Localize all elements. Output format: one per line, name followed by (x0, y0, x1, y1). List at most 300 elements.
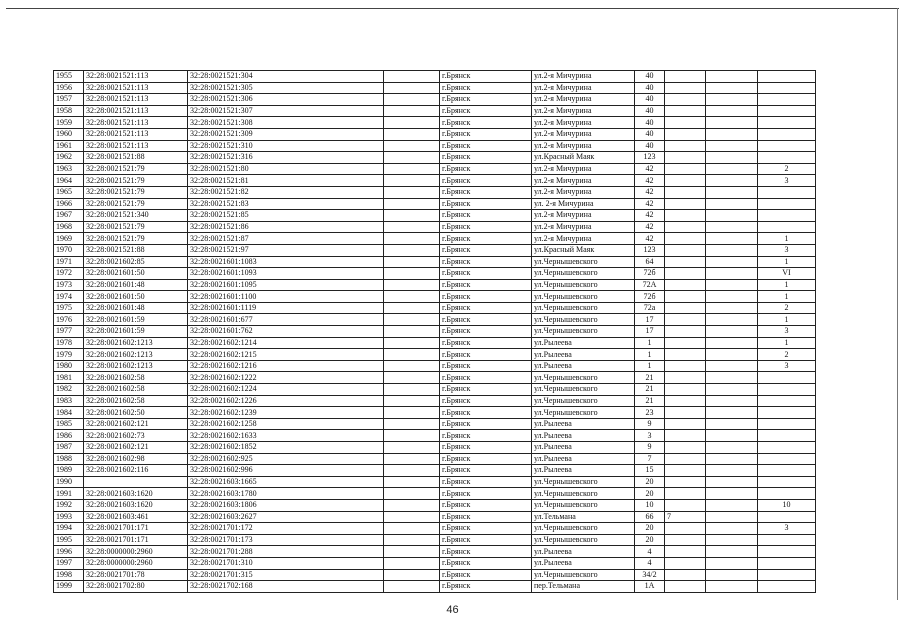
object-cadastral-number-cell: 32:28:0021701:173 (188, 534, 384, 546)
cadastral-number-cell: 32:28:0021602:50 (84, 407, 188, 419)
cadastral-number-cell: 32:28:0000000:2960 (84, 557, 188, 569)
empty-cell (706, 326, 758, 338)
empty-cell (384, 175, 440, 187)
empty-cell (706, 488, 758, 500)
empty-cell (384, 534, 440, 546)
row-number-cell: 1994 (54, 523, 84, 535)
city-cell: г.Брянск (440, 418, 532, 430)
table-row (54, 94, 816, 106)
street-cell: ул.Чернышевского (532, 256, 635, 268)
table-row (54, 418, 816, 430)
street-cell: ул.Рылеева (532, 557, 635, 569)
apartment-cell: 2 (758, 302, 816, 314)
object-cadastral-number-cell: 32:28:0021603:1780 (188, 488, 384, 500)
empty-cell (706, 546, 758, 558)
empty-cell (706, 244, 758, 256)
empty-cell (384, 488, 440, 500)
building-number-cell: 40 (635, 82, 665, 94)
street-cell: ул.2-я Мичурина (532, 233, 635, 245)
apartment-cell (758, 488, 816, 500)
empty-cell (384, 186, 440, 198)
extra-cell (665, 221, 706, 233)
street-cell: ул.Чернышевского (532, 279, 635, 291)
empty-cell (706, 442, 758, 454)
empty-cell (706, 581, 758, 593)
city-cell: г.Брянск (440, 499, 532, 511)
object-cadastral-number-cell: 32:28:0021521:81 (188, 175, 384, 187)
apartment-cell (758, 581, 816, 593)
empty-cell (706, 175, 758, 187)
street-cell: ул.Чернышевского (532, 523, 635, 535)
extra-cell (665, 82, 706, 94)
extra-cell (665, 349, 706, 361)
city-cell: г.Брянск (440, 314, 532, 326)
street-cell: ул.Рылеева (532, 430, 635, 442)
row-number-cell: 1988 (54, 453, 84, 465)
row-number-cell: 1998 (54, 569, 84, 581)
empty-cell (384, 233, 440, 245)
street-cell: ул.Рылеева (532, 337, 635, 349)
apartment-cell: 10 (758, 499, 816, 511)
object-cadastral-number-cell: 32:28:0021521:85 (188, 210, 384, 222)
apartment-cell (758, 534, 816, 546)
row-number-cell: 1960 (54, 128, 84, 140)
empty-cell (384, 163, 440, 175)
building-number-cell: 10 (635, 499, 665, 511)
empty-cell (384, 360, 440, 372)
cadastral-number-cell: 32:28:0021701:171 (84, 523, 188, 535)
object-cadastral-number-cell: 32:28:0021602:996 (188, 465, 384, 477)
street-cell: ул.Рылеева (532, 453, 635, 465)
street-cell: ул.2-я Мичурина (532, 117, 635, 129)
city-cell: г.Брянск (440, 291, 532, 303)
empty-cell (384, 337, 440, 349)
street-cell: ул.Чернышевского (532, 569, 635, 581)
building-number-cell: 21 (635, 395, 665, 407)
table-row (54, 279, 816, 291)
cadastral-number-cell: 32:28:0021521:88 (84, 152, 188, 164)
building-number-cell: 42 (635, 221, 665, 233)
building-number-cell: 9 (635, 442, 665, 454)
row-number-cell: 1980 (54, 360, 84, 372)
row-number-cell: 1966 (54, 198, 84, 210)
row-number-cell: 1969 (54, 233, 84, 245)
empty-cell (384, 476, 440, 488)
table-row (54, 140, 816, 152)
table-row (54, 210, 816, 222)
table-row (54, 569, 816, 581)
apartment-cell: 3 (758, 244, 816, 256)
empty-cell (706, 523, 758, 535)
extra-cell (665, 128, 706, 140)
object-cadastral-number-cell: 32:28:0021521:310 (188, 140, 384, 152)
object-cadastral-number-cell: 32:28:0021521:83 (188, 198, 384, 210)
row-number-cell: 1958 (54, 105, 84, 117)
empty-cell (384, 430, 440, 442)
street-cell: ул.2-я Мичурина (532, 105, 635, 117)
city-cell: г.Брянск (440, 152, 532, 164)
building-number-cell: 20 (635, 476, 665, 488)
empty-cell (384, 384, 440, 396)
cadastral-number-cell: 32:28:0021602:1213 (84, 337, 188, 349)
table-row (54, 442, 816, 454)
row-number-cell: 1996 (54, 546, 84, 558)
empty-cell (384, 569, 440, 581)
row-number-cell: 1955 (54, 71, 84, 83)
extra-cell (665, 233, 706, 245)
empty-cell (706, 140, 758, 152)
building-number-cell: 21 (635, 384, 665, 396)
empty-cell (384, 314, 440, 326)
city-cell: г.Брянск (440, 326, 532, 338)
street-cell: ул.Чернышевского (532, 499, 635, 511)
extra-cell: 7 (665, 511, 706, 523)
empty-cell (706, 430, 758, 442)
cadastral-number-cell: 32:28:0021521:79 (84, 233, 188, 245)
street-cell: ул.2-я Мичурина (532, 163, 635, 175)
extra-cell (665, 71, 706, 83)
cadastral-number-cell: 32:28:0021521:113 (84, 128, 188, 140)
empty-cell (706, 499, 758, 511)
cadastral-number-cell: 32:28:0021601:50 (84, 268, 188, 280)
apartment-cell (758, 221, 816, 233)
table-row (54, 221, 816, 233)
city-cell: г.Брянск (440, 128, 532, 140)
object-cadastral-number-cell: 32:28:0021601:1100 (188, 291, 384, 303)
table-row (54, 337, 816, 349)
city-cell: г.Брянск (440, 581, 532, 593)
empty-cell (384, 152, 440, 164)
building-number-cell: 42 (635, 233, 665, 245)
street-cell: ул.Чернышевского (532, 488, 635, 500)
empty-cell (706, 511, 758, 523)
street-cell: ул. 2-я Мичурина (532, 198, 635, 210)
right-border-line (897, 8, 898, 600)
cadastral-number-cell: 32:28:0021602:121 (84, 442, 188, 454)
empty-cell (384, 244, 440, 256)
apartment-cell (758, 140, 816, 152)
cadastral-number-cell: 32:28:0021602:58 (84, 395, 188, 407)
street-cell: ул.Чернышевского (532, 372, 635, 384)
building-number-cell: 123 (635, 244, 665, 256)
apartment-cell (758, 117, 816, 129)
building-number-cell: 17 (635, 314, 665, 326)
apartment-cell (758, 210, 816, 222)
object-cadastral-number-cell: 32:28:0021602:1224 (188, 384, 384, 396)
empty-cell (706, 279, 758, 291)
extra-cell (665, 430, 706, 442)
empty-cell (384, 465, 440, 477)
cadastral-number-cell (84, 476, 188, 488)
table-row (54, 453, 816, 465)
cadastral-number-cell: 32:28:0021602:98 (84, 453, 188, 465)
extra-cell (665, 268, 706, 280)
city-cell: г.Брянск (440, 186, 532, 198)
table-row (54, 268, 816, 280)
apartment-cell (758, 372, 816, 384)
city-cell: г.Брянск (440, 523, 532, 535)
empty-cell (384, 395, 440, 407)
object-cadastral-number-cell: 32:28:0021602:1216 (188, 360, 384, 372)
apartment-cell: 1 (758, 256, 816, 268)
table-row (54, 360, 816, 372)
street-cell: ул.Чернышевского (532, 291, 635, 303)
city-cell: г.Брянск (440, 395, 532, 407)
empty-cell (384, 117, 440, 129)
empty-cell (384, 523, 440, 535)
cadastral-number-cell: 32:28:0000000:2960 (84, 546, 188, 558)
object-cadastral-number-cell: 32:28:0021521:80 (188, 163, 384, 175)
building-number-cell: 20 (635, 488, 665, 500)
empty-cell (706, 453, 758, 465)
empty-cell (706, 210, 758, 222)
extra-cell (665, 418, 706, 430)
extra-cell (665, 488, 706, 500)
empty-cell (706, 407, 758, 419)
street-cell: ул.2-я Мичурина (532, 186, 635, 198)
building-number-cell: 20 (635, 523, 665, 535)
extra-cell (665, 395, 706, 407)
table-row (54, 395, 816, 407)
extra-cell (665, 534, 706, 546)
empty-cell (384, 268, 440, 280)
extra-cell (665, 407, 706, 419)
apartment-cell (758, 105, 816, 117)
empty-cell (384, 82, 440, 94)
cadastral-number-cell: 32:28:0021601:59 (84, 326, 188, 338)
row-number-cell: 1968 (54, 221, 84, 233)
city-cell: г.Брянск (440, 476, 532, 488)
city-cell: г.Брянск (440, 140, 532, 152)
empty-cell (706, 314, 758, 326)
cadastral-number-cell: 32:28:0021602:1213 (84, 360, 188, 372)
empty-cell (384, 418, 440, 430)
apartment-cell: 3 (758, 175, 816, 187)
object-cadastral-number-cell: 32:28:0021521:87 (188, 233, 384, 245)
cadastral-number-cell: 32:28:0021521:79 (84, 198, 188, 210)
table-row (54, 557, 816, 569)
empty-cell (706, 71, 758, 83)
object-cadastral-number-cell: 32:28:0021601:1083 (188, 256, 384, 268)
row-number-cell: 1982 (54, 384, 84, 396)
empty-cell (706, 302, 758, 314)
row-number-cell: 1957 (54, 94, 84, 106)
object-cadastral-number-cell: 32:28:0021521:309 (188, 128, 384, 140)
table-row (54, 152, 816, 164)
table-row (54, 349, 816, 361)
table-row (54, 488, 816, 500)
street-cell: ул.2-я Мичурина (532, 221, 635, 233)
cadastral-number-cell: 32:28:0021521:113 (84, 117, 188, 129)
table-row (54, 546, 816, 558)
street-cell: ул.Рылеева (532, 360, 635, 372)
empty-cell (706, 117, 758, 129)
empty-cell (384, 546, 440, 558)
building-number-cell: 21 (635, 372, 665, 384)
apartment-cell: 1 (758, 314, 816, 326)
cadastral-number-cell: 32:28:0021602:58 (84, 384, 188, 396)
building-number-cell: 4 (635, 546, 665, 558)
row-number-cell: 1981 (54, 372, 84, 384)
empty-cell (706, 186, 758, 198)
empty-cell (706, 82, 758, 94)
street-cell: ул.2-я Мичурина (532, 140, 635, 152)
empty-cell (384, 279, 440, 291)
table-row (54, 511, 816, 523)
apartment-cell (758, 442, 816, 454)
extra-cell (665, 465, 706, 477)
empty-cell (384, 557, 440, 569)
apartment-cell: 1 (758, 233, 816, 245)
city-cell: г.Брянск (440, 302, 532, 314)
building-number-cell: 15 (635, 465, 665, 477)
building-number-cell: 20 (635, 534, 665, 546)
cadastral-number-cell: 32:28:0021602:73 (84, 430, 188, 442)
empty-cell (384, 302, 440, 314)
extra-cell (665, 175, 706, 187)
street-cell: ул.Красный Маяк (532, 152, 635, 164)
city-cell: г.Брянск (440, 442, 532, 454)
row-number-cell: 1999 (54, 581, 84, 593)
extra-cell (665, 360, 706, 372)
empty-cell (706, 268, 758, 280)
table-row (54, 186, 816, 198)
object-cadastral-number-cell: 32:28:0021602:1226 (188, 395, 384, 407)
empty-cell (706, 465, 758, 477)
object-cadastral-number-cell: 32:28:0021521:316 (188, 152, 384, 164)
apartment-cell (758, 198, 816, 210)
extra-cell (665, 279, 706, 291)
street-cell: ул.Чернышевского (532, 395, 635, 407)
street-cell: ул.2-я Мичурина (532, 128, 635, 140)
city-cell: г.Брянск (440, 360, 532, 372)
object-cadastral-number-cell: 32:28:0021602:1852 (188, 442, 384, 454)
building-number-cell: 42 (635, 186, 665, 198)
cadastral-number-cell: 32:28:0021701:78 (84, 569, 188, 581)
city-cell: г.Брянск (440, 488, 532, 500)
row-number-cell: 1978 (54, 337, 84, 349)
city-cell: г.Брянск (440, 372, 532, 384)
extra-cell (665, 372, 706, 384)
cadastral-number-cell: 32:28:0021521:79 (84, 163, 188, 175)
apartment-cell (758, 71, 816, 83)
table-row (54, 256, 816, 268)
cadastral-number-cell: 32:28:0021521:113 (84, 82, 188, 94)
table-row (54, 163, 816, 175)
street-cell: ул.2-я Мичурина (532, 82, 635, 94)
object-cadastral-number-cell: 32:28:0021601:677 (188, 314, 384, 326)
table-row (54, 581, 816, 593)
table-row (54, 534, 816, 546)
empty-cell (384, 407, 440, 419)
building-number-cell: 3 (635, 430, 665, 442)
building-number-cell: 1 (635, 337, 665, 349)
city-cell: г.Брянск (440, 244, 532, 256)
object-cadastral-number-cell: 32:28:0021601:1119 (188, 302, 384, 314)
object-cadastral-number-cell: 32:28:0021521:304 (188, 71, 384, 83)
empty-cell (706, 221, 758, 233)
table-row (54, 499, 816, 511)
empty-cell (706, 291, 758, 303)
table-row (54, 326, 816, 338)
extra-cell (665, 186, 706, 198)
object-cadastral-number-cell: 32:28:0021603:1665 (188, 476, 384, 488)
building-number-cell: 34/2 (635, 569, 665, 581)
empty-cell (384, 94, 440, 106)
apartment-cell: 3 (758, 523, 816, 535)
city-cell: г.Брянск (440, 198, 532, 210)
object-cadastral-number-cell: 32:28:0021521:97 (188, 244, 384, 256)
city-cell: г.Брянск (440, 349, 532, 361)
empty-cell (706, 337, 758, 349)
apartment-cell: 3 (758, 326, 816, 338)
empty-cell (384, 105, 440, 117)
object-cadastral-number-cell: 32:28:0021521:307 (188, 105, 384, 117)
empty-cell (384, 372, 440, 384)
apartment-cell (758, 557, 816, 569)
apartment-cell (758, 465, 816, 477)
object-cadastral-number-cell: 32:28:0021701:310 (188, 557, 384, 569)
building-number-cell: 72а (635, 302, 665, 314)
street-cell: ул.Красный Маяк (532, 244, 635, 256)
row-number-cell: 1987 (54, 442, 84, 454)
object-cadastral-number-cell: 32:28:0021602:1215 (188, 349, 384, 361)
apartment-cell (758, 511, 816, 523)
city-cell: г.Брянск (440, 210, 532, 222)
table-row (54, 523, 816, 535)
extra-cell (665, 105, 706, 117)
table-row (54, 128, 816, 140)
extra-cell (665, 94, 706, 106)
street-cell: ул.Чернышевского (532, 407, 635, 419)
city-cell: г.Брянск (440, 337, 532, 349)
empty-cell (384, 140, 440, 152)
cadastral-number-cell: 32:28:0021601:59 (84, 314, 188, 326)
city-cell: г.Брянск (440, 465, 532, 477)
object-cadastral-number-cell: 32:28:0021521:82 (188, 186, 384, 198)
street-cell: пер.Тельмана (532, 581, 635, 593)
building-number-cell: 42 (635, 175, 665, 187)
cadastral-number-cell: 32:28:0021521:113 (84, 71, 188, 83)
row-number-cell: 1976 (54, 314, 84, 326)
city-cell: г.Брянск (440, 557, 532, 569)
table-row (54, 291, 816, 303)
building-number-cell: 42 (635, 210, 665, 222)
city-cell: г.Брянск (440, 384, 532, 396)
row-number-cell: 1964 (54, 175, 84, 187)
empty-cell (384, 71, 440, 83)
extra-cell (665, 314, 706, 326)
object-cadastral-number-cell: 32:28:0021601:1093 (188, 268, 384, 280)
table-row (54, 175, 816, 187)
building-number-cell: 42 (635, 198, 665, 210)
row-number-cell: 1984 (54, 407, 84, 419)
empty-cell (706, 569, 758, 581)
street-cell: ул.Рылеева (532, 442, 635, 454)
apartment-cell (758, 82, 816, 94)
cadastral-number-cell: 32:28:0021602:121 (84, 418, 188, 430)
extra-cell (665, 337, 706, 349)
apartment-cell: 1 (758, 337, 816, 349)
object-cadastral-number-cell: 32:28:0021702:168 (188, 581, 384, 593)
extra-cell (665, 210, 706, 222)
row-number-cell: 1992 (54, 499, 84, 511)
empty-cell (384, 581, 440, 593)
city-cell: г.Брянск (440, 163, 532, 175)
extra-cell (665, 476, 706, 488)
row-number-cell: 1972 (54, 268, 84, 280)
cadastral-number-cell: 32:28:0021601:50 (84, 291, 188, 303)
